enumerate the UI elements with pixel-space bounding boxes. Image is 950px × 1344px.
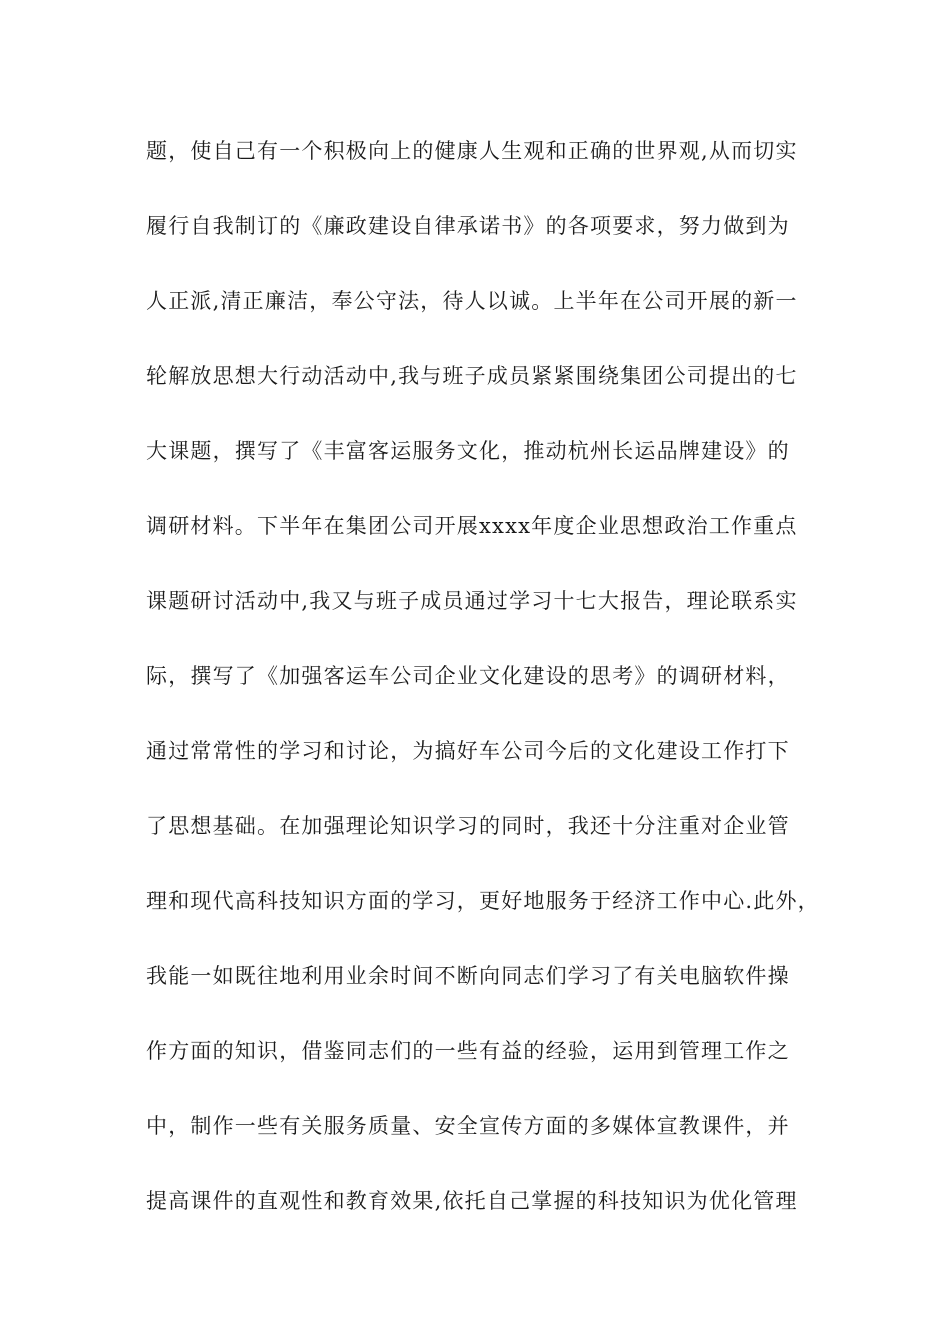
paragraph-line: 中，制作一些有关服务质量、安全宣传方面的多媒体宣教课件，并 (146, 1114, 790, 1138)
paragraph-line: 了思想基础。在加强理论知识学习的同时，我还十分注重对企业管 (146, 814, 790, 838)
paragraph-line: 际，撰写了《加强客运车公司企业文化建设的思考》的调研材料， (146, 664, 790, 688)
paragraph-line: 作方面的知识，借鉴同志们的一些有益的经验，运用到管理工作之 (146, 1039, 790, 1063)
paragraph-line: 题，使自己有一个积极向上的健康人生观和正确的世界观,从而切实 (146, 139, 798, 163)
paragraph-line: 人正派,清正廉洁，奉公守法，待人以诚。上半年在公司开展的新一 (146, 289, 798, 313)
paragraph-line: 我能一如既往地利用业余时间不断向同志们学习了有关电脑软件操 (146, 964, 790, 988)
paragraph-line: 大课题，撰写了《丰富客运服务文化，推动杭州长运品牌建设》的 (146, 439, 790, 463)
paragraph-line: 轮解放思想大行动活动中,我与班子成员紧紧围绕集团公司提出的七 (146, 364, 798, 388)
paragraph-line: 调研材料。下半年在集团公司开展xxxx年度企业思想政治工作重点 (146, 514, 798, 538)
paragraph-line: 履行自我制订的《廉政建设自律承诺书》的各项要求，努力做到为 (146, 214, 790, 238)
paragraph-line: 通过常常性的学习和讨论，为搞好车公司今后的文化建设工作打下 (146, 739, 790, 763)
paragraph-line: 课题研讨活动中,我又与班子成员通过学习十七大报告，理论联系实 (146, 589, 798, 613)
paragraph-line: 理和现代高科技知识方面的学习，更好地服务于经济工作中心.此外， (146, 889, 820, 913)
paragraph-line: 提高课件的直观性和教育效果,依托自己掌握的科技知识为优化管理 (146, 1189, 798, 1213)
